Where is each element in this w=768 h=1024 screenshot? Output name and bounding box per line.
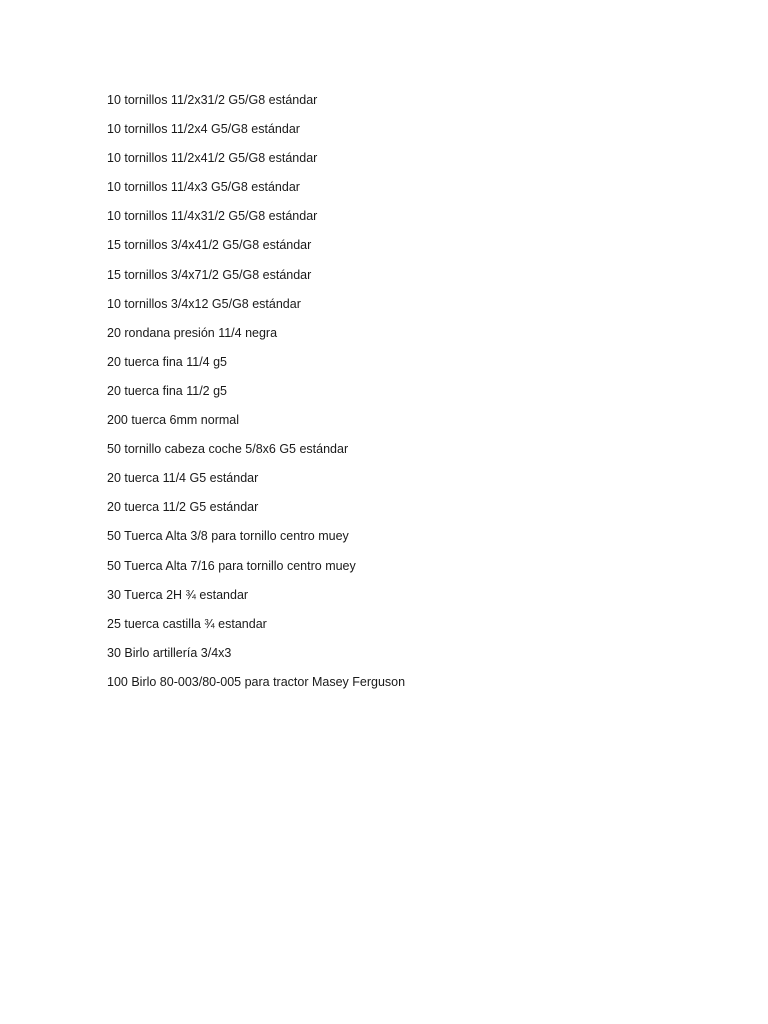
list-item: 50 Tuerca Alta 7/16 para tornillo centro muey: [107, 558, 356, 573]
list-item: 10 tornillos 11/4x31/2 G5/G8 estándar: [107, 209, 318, 224]
list-item: 10 tornillos 3/4x12 G5/G8 estándar: [107, 296, 301, 311]
list-item: 10 tornillos 11/2x4 G5/G8 estándar: [107, 122, 300, 137]
list-item: 20 tuerca fina 11/2 g5: [107, 383, 227, 398]
parts-list: [107, 91, 405, 702]
list-item: 15 tornillos 3/4x71/2 G5/G8 estándar: [107, 267, 312, 282]
list-item: 10 tornillos 11/2x41/2 G5/G8 estándar: [107, 151, 318, 166]
list-item: 30 Birlo artillería 3/4x3: [107, 645, 232, 660]
list-item: 50 tornillo cabeza coche 5/8x6 G5 estándar: [107, 442, 349, 457]
list-item: 25 tuerca castilla ¾ estandar: [107, 616, 267, 631]
list-item: 200 tuerca 6mm normal: [107, 413, 240, 428]
list-item: 20 tuerca fina 11/4 g5: [107, 354, 227, 369]
list-item: 10 tornillos 11/4x3 G5/G8 estándar: [107, 180, 300, 195]
list-item: 15 tornillos 3/4x41/2 G5/G8 estándar: [107, 238, 312, 253]
list-item: 30 Tuerca 2H ¾ estandar: [107, 587, 249, 602]
list-item: 100 Birlo 80-003/80-005 para tractor Masey Ferguson: [107, 674, 406, 689]
list-item: 20 rondana presión 11/4 negra: [107, 325, 278, 340]
list-item: 50 Tuerca Alta 3/8 para tornillo centro muey: [107, 529, 349, 544]
list-item: 20 tuerca 11/2 G5 estándar: [107, 500, 259, 515]
list-item: 20 tuerca 11/4 G5 estándar: [107, 471, 259, 486]
list-item: 10 tornillos 11/2x31/2 G5/G8 estándar: [107, 93, 318, 107]
